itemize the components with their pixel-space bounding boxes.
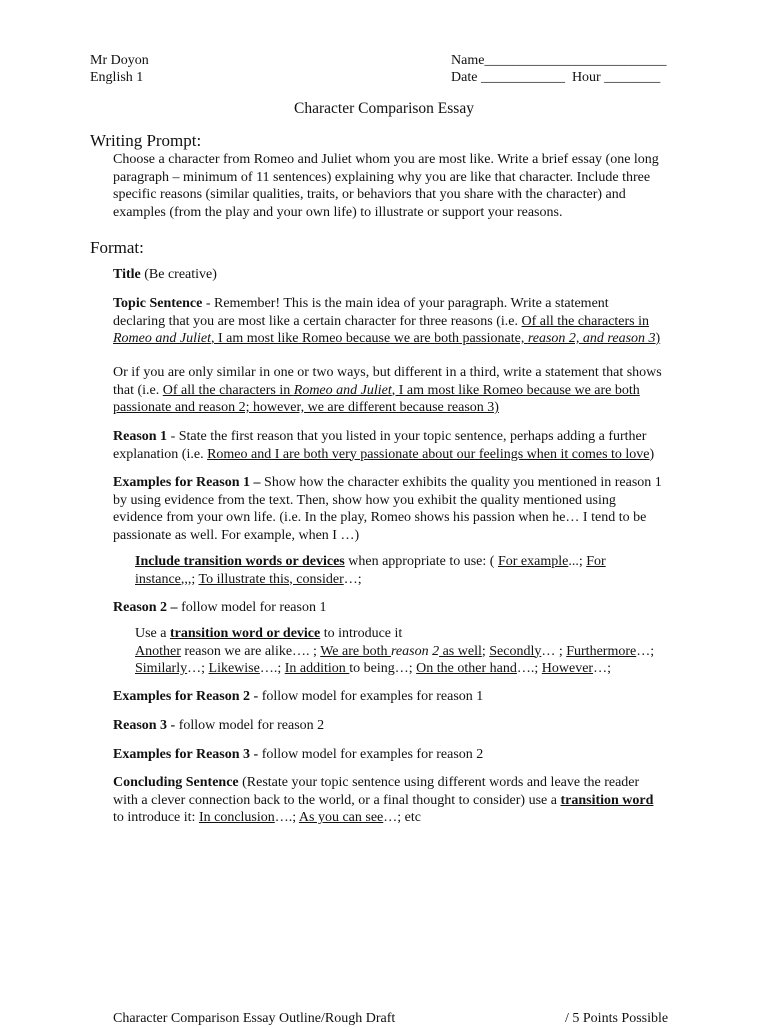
examples-1-line: by using evidence from the text. Then, show how you exhibit the quality mentioned using (113, 492, 616, 508)
topic-line: - Remember! This is the main idea of your paragraph. Write a statement (202, 296, 609, 311)
date-blank: ____________ (480, 70, 565, 85)
concluding-line: with a clever connection back to the world, or a final thought to consider) use a (113, 792, 561, 808)
topic-example: Of all the characters in (521, 313, 650, 329)
alt-example: , I am most like Romeo because we are both (391, 382, 640, 398)
page-title: Character Comparison Essay (294, 100, 474, 117)
alt-example-italic: Romeo and Juliet (293, 382, 392, 398)
transition-word: Another (135, 643, 181, 659)
prompt-line: examples (from the play and your own life) to illustrate or support your reasons. (113, 204, 563, 220)
examples-3-label: Examples for Reason 3 - (113, 747, 259, 762)
reason-1-line: explanation (i.e. (113, 446, 208, 462)
transition-sep: ,,,; (180, 571, 199, 587)
transition-sep: reason we are alike…. ; (180, 643, 321, 659)
hour-label: Hour (571, 70, 601, 85)
alt-line: that (i.e. (113, 382, 163, 398)
alt-example: Of all the characters in (162, 382, 294, 398)
transition-sep: …; (636, 643, 655, 659)
teacher-name: Mr Doyon (90, 53, 149, 68)
topic-example-reasons: reason 2, and reason 3 (527, 331, 656, 346)
concluding-transition: transition word (560, 792, 654, 808)
examples-1-line: Show how the character exhibits the quality you mentioned in reason 1 (260, 475, 662, 490)
transition-word: Secondly (489, 643, 542, 659)
title-item-text: (Be creative) (140, 267, 217, 282)
transition-word: as well (439, 643, 482, 659)
footer-outline-label: Character Comparison Essay Outline/Rough Draft (113, 1011, 396, 1026)
reason-1-line: - State the first reason that you listed in your topic sentence, perhaps adding a further (167, 429, 647, 444)
topic-line: declaring that you are most like a certain character for three reasons (i.e. (113, 313, 522, 329)
transition-word: instance (135, 571, 181, 587)
transition-word: For example (497, 554, 569, 569)
transition-word: In addition (284, 661, 350, 676)
examples-1-line: passionate as well. For example, when I …) (113, 527, 360, 543)
prompt-line: Choose a character from Romeo and Juliet whom you are most like. Write a brief essay (one long (113, 152, 659, 167)
concluding-item (113, 774, 653, 827)
name-field (451, 53, 666, 69)
transition-word: On the other hand (416, 661, 517, 676)
transition-sep: … ; (541, 643, 567, 659)
transition-word: We are both (320, 643, 391, 659)
date-hour-field (451, 70, 660, 86)
writing-prompt-heading: Writing Prompt: (90, 131, 202, 150)
reason-3-item (113, 717, 324, 735)
prompt-line: paragraph – minimum of 11 sentences) explaining why you are like that character. Include three (113, 169, 651, 185)
alt-line: Or if you are only similar in one or two ways, but different in a third, write a statement that shows (113, 365, 662, 380)
concluding-line: (Restate your topic sentence using different words and leave the reader (238, 775, 640, 790)
examples-1-item (113, 474, 662, 544)
transition-word: However (541, 661, 594, 676)
transition-sep: to being…; (349, 661, 417, 676)
topic-example: , I am most like Romeo because we are both passionate, (210, 331, 528, 346)
writing-prompt-body (113, 151, 659, 221)
transition-word: Furthermore (566, 643, 637, 659)
examples-1-label: Examples for Reason 1 – (113, 475, 261, 490)
transition-sep: …; (187, 661, 209, 676)
reason-2-text: follow model for reason 1 (177, 600, 327, 615)
concluding-label: Concluding Sentence (113, 775, 239, 790)
transition-word: For (586, 554, 606, 569)
transition-sep: ; (481, 643, 490, 659)
examples-2-text: follow model for examples for reason 1 (258, 689, 484, 704)
transition-sep: …; etc (383, 810, 421, 825)
reason-2-item (113, 599, 326, 617)
transition-2-pre: Use a (135, 626, 170, 641)
title-item (113, 266, 217, 284)
reason-3-text: follow model for reason 2 (175, 718, 325, 733)
transition-sep: ….; (259, 661, 285, 676)
transition-sep: …; (343, 571, 362, 587)
transition-sep: ...; (568, 554, 587, 569)
transition-1-label: Include transition words or devices (135, 554, 345, 569)
course-name: English 1 (90, 70, 144, 85)
transition-word: To illustrate this, consider (198, 571, 344, 587)
examples-2-item (113, 688, 483, 706)
reason-1-label: Reason 1 (113, 429, 168, 444)
transition-sep: ….; (274, 810, 299, 825)
transition-1-line: when appropriate to use: ( (344, 554, 498, 569)
examples-1-line: evidence from your own life. (i.e. In the play, Romeo shows his passion when he… I tend to be (113, 510, 647, 525)
transition-word: In conclusion (198, 810, 275, 825)
name-blank: __________________________ (484, 53, 667, 68)
date-label: Date (451, 70, 478, 85)
reason-1-example: Romeo and I are both very passionate about our feelings when it comes to love (207, 446, 650, 462)
examples-3-item (113, 746, 483, 764)
transition-word: Likewise (208, 661, 260, 676)
prompt-line: specific reasons (similar qualities, traits, or behaviors that you share with the character) and (113, 187, 626, 202)
format-heading: Format: (90, 238, 144, 257)
transition-1-item (135, 553, 606, 588)
topic-example-close: ) (655, 331, 661, 346)
name-label: Name (451, 53, 485, 68)
transition-reason2: reason 2 (390, 643, 440, 659)
reason-1-item (113, 428, 654, 463)
title-item-label: Title (113, 267, 141, 282)
transition-sep: ….; (516, 661, 542, 676)
footer-points: / 5 Points Possible (565, 1011, 669, 1026)
alternative-topic-item (113, 364, 662, 417)
reason-1-close: ) (649, 446, 655, 462)
transition-2-post: to introduce it (320, 626, 403, 641)
transition-2-label: transition word or device (170, 626, 321, 641)
reason-3-label: Reason 3 - (113, 718, 176, 733)
transition-word: As you can see (298, 810, 384, 825)
examples-2-label: Examples for Reason 2 - (113, 689, 259, 704)
transition-sep: …; (593, 661, 611, 676)
examples-3-text: follow model for examples for reason 2 (258, 747, 484, 762)
transition-2-item (135, 625, 654, 678)
topic-sentence-label: Topic Sentence (113, 296, 203, 311)
transition-word: Similarly (135, 661, 188, 676)
alt-example: passionate and reason 2; however, we are different because reason 3) (113, 400, 499, 415)
hour-blank: ________ (604, 70, 661, 85)
reason-2-label: Reason 2 – (113, 600, 178, 615)
topic-example-italic: Romeo and Juliet (113, 331, 211, 346)
concluding-line: to introduce it: (113, 810, 199, 825)
topic-sentence-item (113, 295, 660, 348)
